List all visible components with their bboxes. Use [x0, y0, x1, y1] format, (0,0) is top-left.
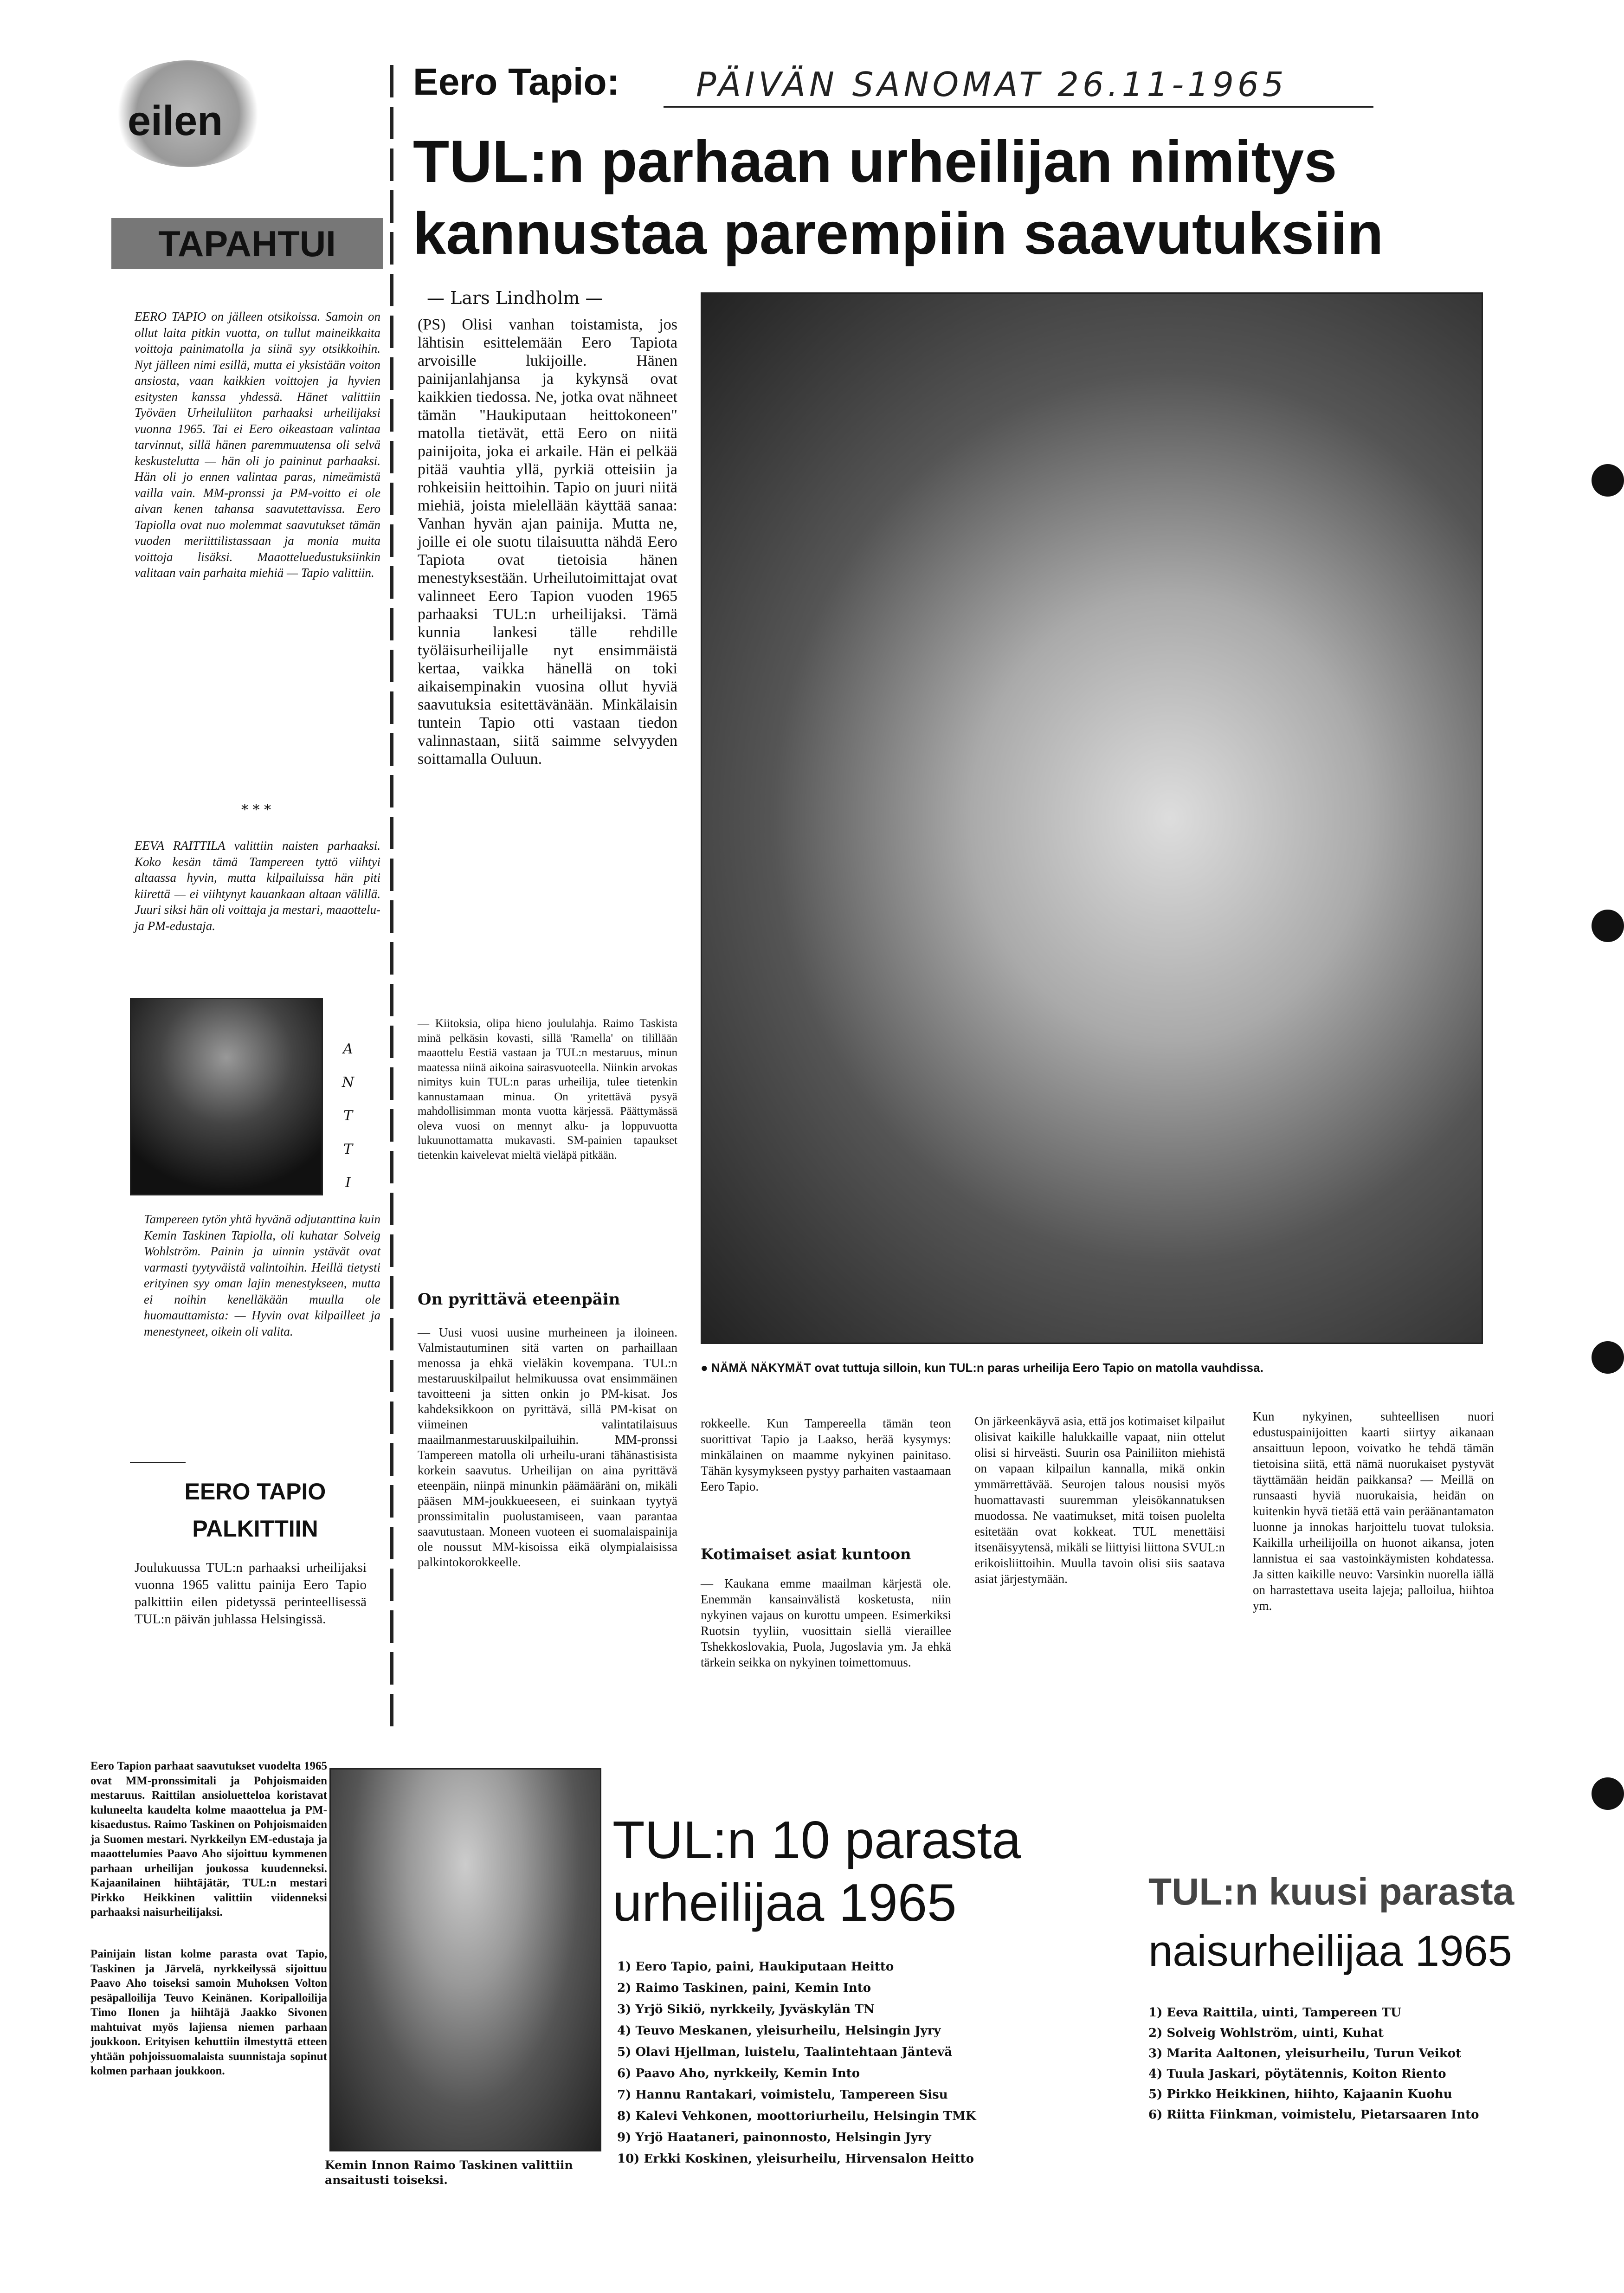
headline-line1: TUL:n parhaan urheilijan nimitys — [413, 129, 1337, 195]
women-item: 6) Riitta Fiinkman, voimistelu, Pietarsaaren Into — [1148, 2108, 1479, 2122]
top10-item: 1) Eero Tapio, paini, Haukiputaan Heitto — [617, 1960, 894, 1974]
top10-item: 8) Kalevi Vehkonen, moottoriurheilu, Helsingin TMK — [617, 2109, 976, 2123]
vertical-letter: N — [342, 1074, 354, 1091]
article-col3: On järkeenkäyvä asia, että jos kotimaiset kilpailut olisivat kaikille halukkaille vapaat, niin ottelut olisi si hirveästi. Suurin osa Painiliiton miehistä on vapaan kilpailun kannalla, mikä onkin ymmärrettävää. Seurojen talous nousisi myös huomattavasti suuremman yleisökannatuksen muodossa. Ne vaatimukset, mitä toisen puolelta esitetään ovat kokkeat. TUL menettäisi itsenäisyytensä, mikäli se liittyisi liittona SVUL:n erikoisliittoihin. Muulla tavoin olisi siis saatava asiat järjestymään. — [974, 1414, 1225, 1586]
top10-item: 4) Teuvo Meskanen, yleisurheilu, Helsingin Jyry — [617, 2024, 941, 2038]
binder-hole — [1592, 1777, 1624, 1810]
bottom-left-text: Eero Tapion parhaat saavutukset vuodelta 1965 ovat MM-pronssimitali ja Pohjoismaiden mestaruus. Raittilan ansioluetteloa koristavat kuluneelta kaudelta kolme maaottelua ja PM-kisaedustus. Raimo Taskinen on Pohjoismaiden ja Suomen mestari. Nyrkkeilyn EM-edustaja ja maaottelumies Paavo Aho sijoittuu kymmenen parhaan urheilijan joukossa kuudenneksi. Kajaanilainen hiihtäjätär, TUL:n mestari Pirkko Heikkinen valittiin viidenneksi parhaaksi naisurheilijaksi. — [90, 1760, 327, 1918]
sidebar-stars: * * * — [241, 802, 271, 818]
subhead1: On pyrittävä eteenpäin — [418, 1290, 620, 1309]
top10-item: 2) Raimo Taskinen, paini, Kemin Into — [617, 1981, 871, 1995]
article-col2b: — Kaukana emme maailman kärjestä ole. Enemmän kansainvälistä kosketusta, niin nykyinen vajaus on kurottu umpeen. Esimerkiksi Ruotsin tyyliin, vuosittain siellä vieraillee Tshekkoslovakia, Puola, Jugoslavia ym. Ja ehkä tärkein seikka on nykyinen toimettomuus. — [701, 1576, 951, 1669]
women-title1: TUL:n kuusi parasta — [1148, 1871, 1514, 1913]
bottom-left-text2: Painijain listan kolme parasta ovat Tapio, Taskinen ja Järvelä, nyrkkeilyssä sijoittuu Paavo Aho toiseksi samoin Muhoksen Volton pesäpalloilija Teuvo Keinänen. Koripalloilija Timo Ilonen ja hiihtäjä Jaakko Sivonen mahtuivat myös lajiensa niemen parhaan joukkoon. Erityisen kehuttiin ilmestyttä etteen yhtään pohjoissuomalaista suunnistaja sopinut kolmen parhaan joukkoon. — [90, 1948, 327, 2077]
top10-list — [617, 1958, 1128, 2172]
article-col1: (PS) Olisi vanhan toistamista, jos lähtisin esittelemään Eero Tapiota arvoisille lukijoille. Hänen painijanlahjansa ja kykynsä ovat kaikkien tiedossa. Ne, jotka ovat nähneet tämän "Haukiputaan heittokoneen" matolla tietävät, että Eero on niitä painijoita, joka ei arkaile. Hän ei pelkää pitää vauhtia yllä, pyrkiä otteisiin ja rohkeisiin heittoihin. Tapio on juuri niitä miehiä, joista mielellään käyttää sanaa: Vanhan hyvän ajan painija. Mutta ne, joille ei ole suotu tilaisuutta nähdä Eero Tapiota ovat tietoisia hänen menestyksestään. Urheilutoimittajat ovat valinneet Eero Tapion vuoden 1965 parhaaksi TUL:n urheilijaksi. Tämä kunnia lankesi tälle rehdille työläisurheilijalle nyt ensimmäistä kertaa, vaikka hänellä on toki aikaisempinakin vuosina ollut hyviä saavutuksia esitettävänään. Minkälaisin tuntein Tapio otti vastaan tiedon valinnastaan, siitä saimme selvyyden soittamalla Ouluun. — [418, 316, 677, 768]
vertical-letter: I — [345, 1175, 351, 1191]
top10-item: 5) Olavi Hjellman, luistelu, Taalintehtaan Jäntevä — [617, 2045, 953, 2059]
subhead2: Kotimaiset asiat kuntoon — [701, 1545, 911, 1563]
women-list — [1148, 2005, 1603, 2127]
top10-item: 7) Hannu Rantakari, voimistelu, Tampereen Sisu — [617, 2088, 948, 2102]
sidebar-para1: EERO TAPIO on jälleen otsikoissa. Samoin on ollut laita pitkin vuotta, on tullut maineikkaita voittoja painimatolla ja siinä syy otsikkoihin. Nyt jälleen nimi esillä, mutta ei yksistään voiton ansiosta, vaan kaikkien voittojen ja hyvien esitysten kanssa yhdessä. Hänet valittiin Työväen Urheiluliiton parhaaksi urheilijaksi vuonna 1965. Tai ei Eero oikeastaan valintaa tarvinnut, sillä hänen paremmuutensa oli selvä keskustelutta — hän oli jo paininut parhaaksi. Hän oli jo ennen valintaa paras, nimeämistä vailla vain. MM-pronssi ja PM-voitto ei ole aivan kenen tahansa saavutettavissa. Eero Tapiolla ovat nuo molemmat saavutukset tämän vuoden meriittilistassaan ja monia muita voittoja lisäksi. Maaotteluedustuksiinkin valitaan vain parhaita miehiä — Tapio valittiin. — [135, 310, 380, 580]
vertical-letter: T — [343, 1108, 353, 1124]
header-kicker: Eero Tapio: — [413, 61, 619, 103]
top10-title1: TUL:n 10 parasta — [612, 1811, 1021, 1870]
palkittiin-title2: PALKITTIIN — [192, 1516, 318, 1542]
handwritten-note: PÄIVÄN SANOMAT 26.11-1965 — [696, 65, 1288, 104]
top10-item: 6) Paavo Aho, nyrkkeily, Kemin Into — [617, 2067, 860, 2080]
women-item: 2) Solveig Wohlström, uinti, Kuhat — [1148, 2026, 1384, 2040]
article-col4: Kun nykyinen, suhteellisen nuori edustuspainijoitten kaarti siirtyy aikanaan ansaittuun lepoon, voivatko he tehdä tämän tietoisina siitä, että nämä nuorukaiset pystyvät täyttämään heidän paikkansa? — Meillä on runsaasti hyviä nuorukaisia, heidän on kuitenkin hyvä tietää että vain peräänantamaton luonne ja innokas harjoittelu tuovat tuloksia. Kaikilla urheilijoilla on huonot aikansa, joten lannistua ei saa vastoinkäymisten kohdatessa. Ja sitten kaikille neuvo: Varsinkin nuorella iällä on harrastettava useita lajeja; palloilua, hiihtoa ym. — [1253, 1409, 1494, 1613]
vertical-letter: A — [343, 1041, 353, 1057]
taskinen-portrait — [329, 1768, 601, 2151]
portrait-caption: Kemin Innon Raimo Taskinen valittiin ansaitusti toiseksi. — [325, 2158, 573, 2187]
palkittiin-body: Joulukuussa TUL:n parhaaksi urheilijaksi vuonna 1965 valittu painija Eero Tapio palkittiin eilen pidetyssä perinteellisessä TUL:n päivän juhlassa Helsingissä. — [135, 1560, 367, 1627]
sidebar-para2: EEVA RAITTILA valittiin naisten parhaaksi. Koko kesän tämä Tampereen tyttö viihtyi altaassa hyvin, mutta kilpailuissa hän piti kiirettä — ei viihtynyt kauankaan altaan välillä. Juuri siksi hän oli voittaja ja mestari, maaottelu- ja PM-edustaja. — [135, 839, 380, 933]
women-item: 3) Marita Aaltonen, yleisurheilu, Turun Veikot — [1148, 2047, 1462, 2060]
top10-item: 10) Erkki Koskinen, yleisurheilu, Hirvensalon Heitto — [617, 2152, 974, 2166]
antti-portrait — [130, 998, 323, 1195]
article-col1c: — Uusi vuosi uusine murheineen ja iloineen. Valmistautuminen sitä varten on parhaillaan menossa ja ehkä vieläkin kovempana. TUL:n mestaruuskilpailut helmikuussa ovat ensimmäinen tavoitteeni ja sitten onkin jo PM-kisat. Jos kahdeksikkoon on pyrittävä, sillä PM-kisat on viimeinen valintatilaisuus maailmanmestaruuskilpailuihin. MM-pronssi Tampereen matolla oli urheilu-urani tähänastisista korkein saavutus. Urheilijan on aina pyrittävä eteenpäin, niinpä minunkin päämääräni on, mikäli pääsen MM-joukkueeseen, ei suinkaan tyytyä pronssimitalin puolustamiseen, vaan parantaa saavutustaan. Moneen vuoteen ei suomalaispainija ole noussut MM-kisoissa eikä olympialaisissa palkintokorokkeelle. — [418, 1325, 677, 1569]
sidebar-label-top: eilen — [128, 98, 223, 144]
top10-item: 3) Yrjö Sikiö, nyrkkeily, Jyväskylän TN — [617, 2002, 875, 2016]
binder-hole — [1592, 1341, 1624, 1374]
women-item: 5) Pirkko Heikkinen, hiihto, Kajaanin Kuohu — [1148, 2087, 1452, 2101]
headline-line2: kannustaa parempiin saavutuksiin — [413, 200, 1384, 267]
palkittiin-title1: EERO TAPIO — [184, 1479, 326, 1505]
article-col2: rokkeelle. Kun Tampereella tämän teon suorittivat Tapio ja Laakso, herää kysymys: minkälainen on maamme nykyinen painitaso. Tähän kysymykseen pystyy parhaiten vastaamaan Eero Tapio. — [701, 1416, 951, 1493]
photo-caption: ● NÄMÄ NÄKYMÄT ovat tuttuja silloin, kun TUL:n paras urheilija Eero Tapio on matolla vauhdissa. — [701, 1361, 1263, 1375]
binder-hole — [1592, 464, 1624, 497]
vertical-letters — [334, 1033, 362, 1200]
header-underline — [664, 106, 1373, 108]
women-item: 4) Tuula Jaskari, pöytätennis, Koiton Riento — [1148, 2067, 1446, 2081]
women-item: 1) Eeva Raittila, uinti, Tampereen TU — [1148, 2006, 1401, 2020]
byline: — Lars Lindholm — — [427, 288, 603, 308]
top10-item: 9) Yrjö Haataneri, painonnosto, Helsingin Jyry — [617, 2131, 931, 2144]
article-col1b: — Kiitoksia, olipa hieno joululahja. Raimo Taskista minä pelkäsin kovasti, sillä 'Ramella' on tilillään maaottelu Eestiä vastaan ja TUL:n mestaruus, minun maatessa niinä aikoina sairasvuoteella. Niinkin arvokas nimitys kuin TUL:n paras urheilija, tulee tietenkin kannustamaan minua. On yritettävä pysyä mahdollisimman monta vuotta kärjessä. Päättymässä oleva vuosi on mennyt alku- ja loppuvuotta lukuunottamatta mukavasti. SM-painien tapaukset tietenkin kaivelevat mieltä vieläpä pitkään. — [418, 1017, 677, 1162]
women-title2: naisurheilijaa 1965 — [1148, 1926, 1512, 1975]
antti-caption: Tampereen tytön yhtä hyvänä adjutanttina kuin Kemin Taskinen Tapiolla, oli kuhatar Solveig Wohlström. Painin ja uinnin ystävät ovat varmasti tyytyväistä valintoihin. Heillä tietysti erityinen syy oman lajin menestykseen, mutta ei noihin kenelläkään muulla ole huomauttamista: — Hyvin ovat kilpailleet ja menestyneet, oikein oli valita. — [144, 1212, 380, 1338]
column-rule — [390, 65, 393, 1726]
vertical-letter: T — [343, 1141, 353, 1157]
wrestling-photo — [701, 292, 1483, 1344]
top10-title2: urheilijaa 1965 — [612, 1873, 957, 1932]
sidebar-label-bottom: TAPAHTUI — [111, 218, 383, 269]
palkittiin-rule — [130, 1462, 186, 1463]
binder-hole — [1592, 910, 1624, 942]
